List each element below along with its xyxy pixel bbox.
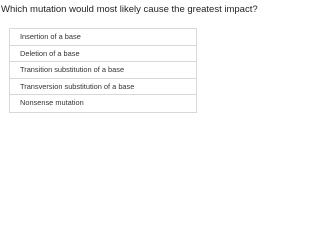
question-text: Which mutation would most likely cause the greatest impact? [1, 4, 258, 15]
answer-option-transversion[interactable]: Transversion substitution of a base [10, 79, 196, 96]
answer-option-nonsense[interactable]: Nonsense mutation [20, 98, 84, 108]
answer-options-list [9, 28, 197, 113]
answer-option-transition[interactable]: Transition substitution of a base [10, 62, 196, 79]
answer-option-deletion[interactable]: Deletion of a base [10, 46, 196, 63]
answer-option-insertion[interactable]: Insertion of a base [10, 29, 196, 46]
quiz-question-card [0, 0, 258, 116]
